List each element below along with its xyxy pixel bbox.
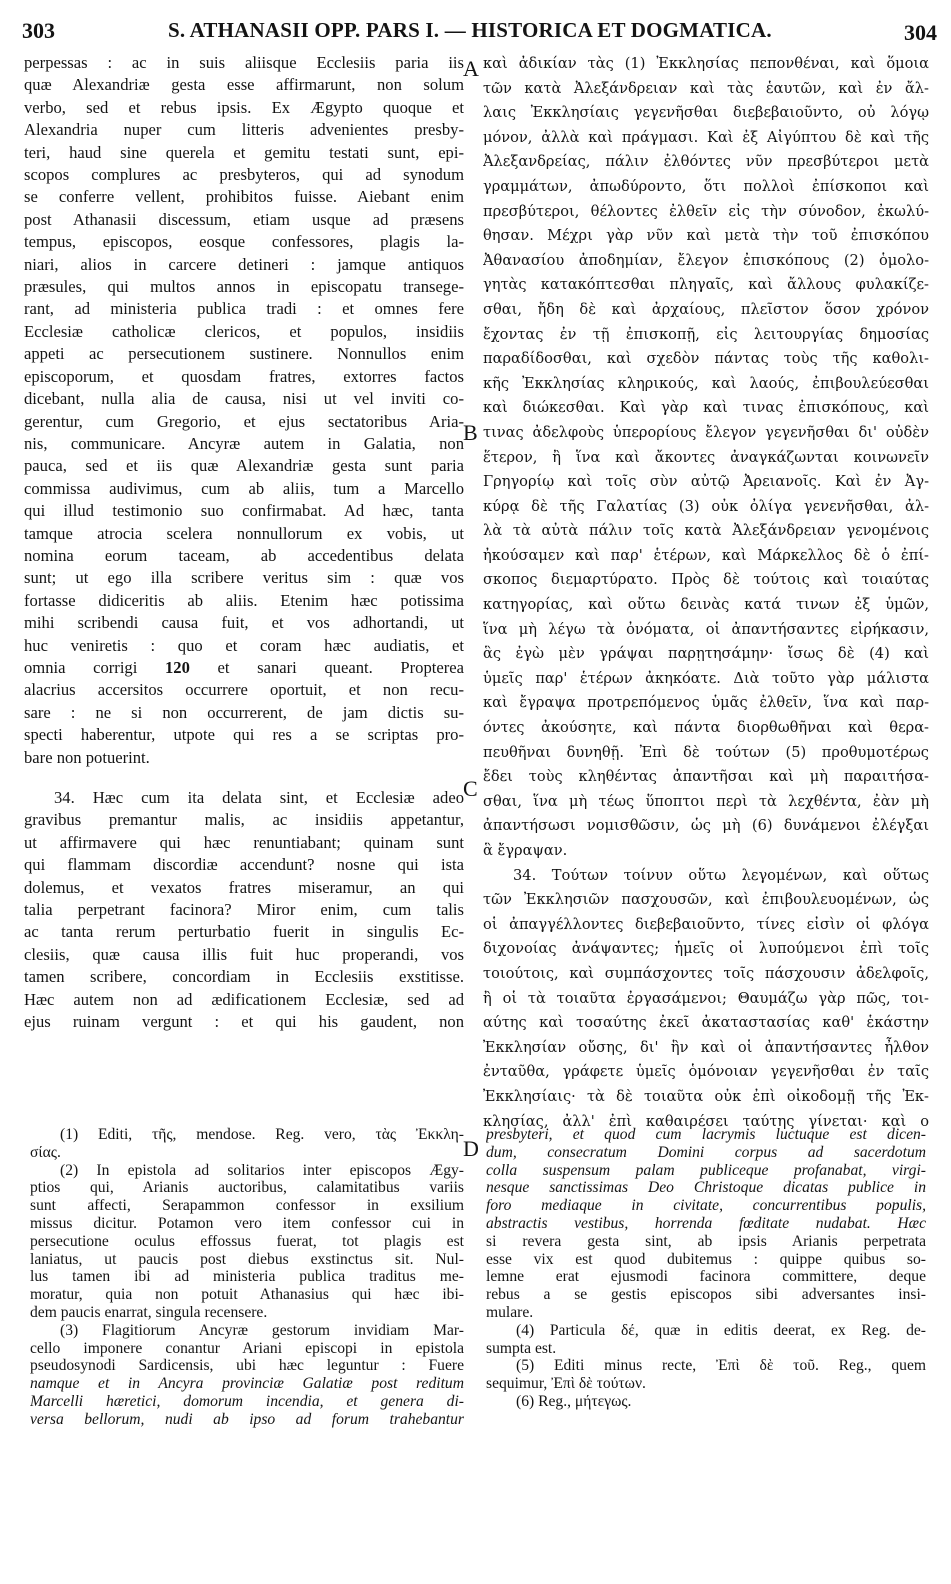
- greek-line: σθαι, ἵνα μὴ τέως ὕποπτοι περὶ τὰ λεχθέντα, ἐὰν μὴ: [483, 792, 929, 810]
- footnotes-left: [30, 1126, 464, 1429]
- greek-line: διχονοίας ἀνάψαντες; ἡμεῖς οἱ λυπούμενοι ἐπὶ τοῖς: [483, 940, 929, 958]
- footnote-line: lemne erat ejusmodi facinora committere, deque: [486, 1268, 926, 1286]
- latin-line: fortasse didiceritis ab aliis. Etenim hæc potissima: [24, 590, 464, 610]
- latin-line: appeti ac persecutionem sustinere. Nonnullos enim: [24, 344, 464, 364]
- latin-line: alacrius accersitos occurrere oportuit, et non recu-: [24, 680, 464, 700]
- footnote-line: mulare.: [486, 1303, 534, 1321]
- column-number: 120: [164, 657, 190, 677]
- greek-line: όντες ἀκούσητε, καὶ πάντα διορθωθῆναι καὶ θερα-: [483, 719, 929, 737]
- latin-line: ac tanta rerum perturbatio fuerit in singulis Ec-: [24, 922, 464, 942]
- latin-line: bare non potuerint.: [24, 747, 150, 767]
- greek-line: τῶν Ἐκκλησιῶν πασχουσῶν, καὶ ἐπιβουλευομένων, ὡς: [483, 891, 929, 909]
- greek-line: ἃ ἔγραψαν.: [483, 842, 568, 859]
- latin-line: niari, alios in carcere detineri : jamque antiquos: [24, 254, 464, 274]
- margin-marker-b: B: [463, 420, 478, 445]
- greek-line: ἢ οἱ τὰ τοιαῦτα ἐργασάμενοι; Θαυμάζω γὰρ πῶς, τοι-: [483, 989, 929, 1007]
- latin-line: sare : ne si non occurrerent, de jam dictis su-: [24, 702, 464, 722]
- footnote-line: σίας.: [30, 1143, 61, 1161]
- latin-line: scopos complures ac presbyteros, qui ad synodum: [24, 165, 464, 185]
- greek-line: καὶ διώκεσθαι. Καὶ γὰρ καὶ τινας ἐπισκόπους, καὶ: [483, 399, 929, 417]
- footnote-line: (1) Editi, τῆς, mendose. Reg. vero, τὰς Ἐκκλη-: [60, 1126, 464, 1143]
- greek-line: λαις Ἐκκλησίαις γεγενῆσθαι διεβεβαιοῦντο, οὐ λόγῳ: [483, 104, 929, 122]
- greek-line: οἱ ἀπαγγέλλοντες διεβεβαιοῦντο, τίνες εἰσὶν οἱ φλόγα: [483, 915, 929, 933]
- greek-line: Γρηγορίῳ καὶ τοῖς σὺν αὐτῷ Ἀρειανοῖς. Καὶ ἐν Ἀγ-: [483, 473, 929, 491]
- footnote-line: si revera gesta sint, ab ipsis Arianis perpetrata: [486, 1232, 926, 1250]
- latin-line: ejus ruinam vergunt : et qui his gaudent, non: [24, 1012, 464, 1032]
- footnote-line: lus tamen ibi ad ministeria publica traditus me-: [30, 1268, 464, 1286]
- greek-line: αύτης καὶ τοσαύτης ἐκεῖ ἀκαταστασίας καθ' ἑκάστην: [483, 1014, 929, 1032]
- greek-line: 34. Τούτων τοίνυν οὕτω λεγομένων, καὶ οὕτως: [513, 866, 929, 884]
- latin-column: [24, 52, 464, 1033]
- margin-marker-d: D: [463, 1136, 479, 1161]
- latin-line: gravibus premantur malis, ac insidiis appetantur,: [24, 810, 464, 830]
- greek-line: Ἀθανασίου ἀποδημίαν, ἔλεγον ἐπισκόπους (2) ὁμολο-: [483, 251, 929, 269]
- latin-line: gerentur, cum Gregorio, et ejus sectatoribus Aria-: [24, 411, 464, 431]
- footnote-line: missus dicitur. Potamon vero item confessor cui in: [30, 1214, 464, 1232]
- greek-line: κατηγορίας, καὶ οὕτω δεινὰς κατά τινων ἐξ ὑμῶν,: [483, 596, 929, 614]
- greek-column: [483, 52, 929, 1134]
- latin-line: huc veniretis : quo et coram hæc audiatis, et: [24, 635, 464, 655]
- footnote-line: dem paucis enarrat, singula recensere.: [30, 1303, 268, 1321]
- latin-line: mihi scribendi causa fuit, et vos adhortandi, ut: [24, 613, 464, 633]
- page-number-right: 304: [904, 20, 937, 45]
- footnote-line: esse vix est quod dubitemus : quippe quibus so-: [486, 1250, 926, 1268]
- greek-line: σκοπος διεμαρτύρατο. Πρὸς δὲ τούτοις καὶ τοιαύτας: [483, 571, 929, 589]
- latin-line: ut affirmavere qui hæc renuntiabant; quinam sunt: [24, 832, 464, 852]
- latin-line: se conferre vellent, prohibitos fuisse. Aiebant enim: [24, 187, 464, 207]
- footnote-line: sumpta est.: [486, 1339, 557, 1357]
- greek-line: λὰ τὰ αὐτὰ πάλιν τοῖς κατὰ Ἀλεξάνδρειαν γενομένοις: [483, 522, 929, 540]
- greek-line: θησαν. Μέχρι γὰρ νῦν καὶ μετὰ τὴν τοῦ ἐπισκόπου: [483, 227, 929, 245]
- footnote-line: (6) Reg., μήτεγως.: [516, 1392, 632, 1410]
- greek-line: ἃς ἐγὼ μὲν γράψαι παρῃτησάμην· ἴσως δὲ (4) καὶ: [483, 645, 929, 663]
- page-header: [22, 12, 937, 46]
- greek-line: ἔδει τοὺς κληθέντας ἀπαντῆσαι καὶ μὴ παραιτήσα-: [483, 768, 929, 786]
- footnote-line: presbyteri, et quod cum lacrymis luctuque est dicen-: [486, 1126, 926, 1143]
- latin-line: tamque atrocia scelera nonnullorum ex vobis, ut: [24, 523, 464, 543]
- greek-line: Ἐκκλησίαις· τὰ δὲ τοιαῦτα οὐκ ἐπὶ οἰκοδομῇ τῆς Ἐκ-: [483, 1087, 929, 1105]
- latin-line: nis, communicare. Ancyræ autem in Galatia, non: [24, 433, 464, 453]
- footnote-line: nesque sanctissimas Deo Christoque dicatas publice in: [486, 1179, 926, 1197]
- greek-line: καὶ ἀδικίαν τὰς (1) Ἐκκλησίας πεπονθέναι, καὶ ὅμοια: [483, 55, 929, 72]
- footnote-line: sequimur, Ἐπὶ δὲ τούτων.: [486, 1375, 646, 1393]
- greek-line: τῶν κατὰ Ἀλεξάνδρειαν καὶ τὰς ἑαυτῶν, καὶ ἐν ἄλ-: [483, 79, 929, 97]
- margin-marker-c: C: [463, 776, 478, 801]
- greek-line: σθαι, ἤδη δὲ καὶ ἀρχαίους, πλεῖστον ὅσον χρόνον: [483, 300, 929, 318]
- greek-line: κύρᾳ δὲ τῆς Γαλατίας (3) οὐκ ὀλίγα γενενῆσθαι, ἀλ-: [483, 497, 929, 515]
- latin-line: Hæc autem non ad ædificationem Ecclesiæ, sed ad: [24, 989, 464, 1009]
- latin-line-part: omnia corrigi: [24, 657, 138, 677]
- footnote-line: namque et in Ancyra provinciæ Galatiæ post reditum: [30, 1375, 464, 1393]
- latin-line: quæ Alexandriæ gesta esse affirmarunt, non solum: [24, 75, 464, 95]
- latin-line: episcoporum, et quosdam fratres, extorres factos: [24, 366, 464, 386]
- latin-line: præsules, qui multos annos in episcopatu transege-: [24, 277, 464, 297]
- latin-line: rant, ad ministeria publica tradi : et omnes fere: [24, 299, 464, 319]
- footnote-line: ptios qui, Arianis auctoribus, calamitatibus variis: [30, 1179, 464, 1197]
- latin-line: dicebant, nulla alia de causa, nisi ut vel inviti co-: [24, 389, 464, 409]
- greek-line: καὶ ἔγραψα προτρεπόμενος ὑμᾶς ἐλθεῖν, ἵνα καὶ παρ-: [483, 694, 929, 712]
- footnote-line: persecutione oculus effossus fuerat, tot plagis est: [30, 1232, 464, 1250]
- greek-line: ἔχοντας ἐν τῇ ἐπισκοπῇ, εἰς λειτουργίας δημοσίας: [483, 325, 929, 343]
- footnote-line: dum, consecratum Domini corpus ad sacerdotum: [486, 1143, 926, 1161]
- greek-line: γητὰς κατακόπτεσθαι πληγαῖς, καὶ ἄλλους φυλακίζε-: [483, 276, 929, 294]
- footnote-line: (5) Editi minus recte, Ἐπὶ δὲ τοῦ. Reg., quem: [516, 1357, 926, 1375]
- greek-line: ἠκούσαμεν καὶ παρ' ἑτέρων, καὶ Μάρκελλος δὲ ὁ ἐπί-: [483, 546, 929, 564]
- latin-line: verbo, sed et rebus ipsis. Ex Ægypto quoque et: [24, 97, 464, 117]
- page-number-left: 303: [22, 18, 55, 43]
- latin-line: perpessas : ac in suis aliisque Ecclesiis paria iis: [24, 53, 464, 72]
- footnote-line: cello imponere conantur Ariani episcopi in epistola: [30, 1339, 464, 1357]
- greek-line: τοιούτοις, καὶ συμπάσχοντες τοῖς πάσχουσιν ἀδελφοῖς,: [483, 964, 929, 982]
- latin-line: specti haberentur, utpote qui res a se scriptas pro-: [24, 725, 464, 745]
- footnote-line: laniatus, ut paucis post diebus exstinctus sit. Nul-: [30, 1250, 464, 1268]
- running-title: S. ATHANASII OPP. PARS I. — HISTORICA ET DOGMATICA.: [168, 18, 772, 42]
- greek-line: ὑμεῖς παρ' ἑτέρων ἀκηκόατε. Διὰ τοῦτο γὰρ μάλιστα: [483, 669, 929, 687]
- latin-line: clesiis, quæ causa illis fuit huc properandi, vos: [24, 944, 464, 964]
- greek-line: μόνον, ἀλλὰ καὶ πράγμασι. Καὶ ἐξ Αἰγύπτου δὲ καὶ τῆς: [483, 128, 929, 146]
- latin-line: pauca, sed et iis quæ Alexandriæ gesta sunt paria: [24, 456, 464, 476]
- footnote-line: colla suspensum palam publiceque profanabat, virgi-: [486, 1161, 926, 1179]
- greek-line: τινας ἀδελφοὺς ὑπερορίους ἔλεγον γεγενῆσθαι δι' οὐδὲν: [483, 423, 929, 441]
- footnote-line: versa bellorum, nudi ab ipso ad forum trahebantur: [30, 1410, 464, 1428]
- greek-line: κλησίας, ἀλλ' ἐπὶ καθαιρέσει ταύτης γίνεται· καὶ ο: [483, 1112, 929, 1130]
- footnote-line: (4) Particula δέ, quæ in editis deerat, ex Reg. de-: [516, 1321, 926, 1339]
- latin-line: tempus, episcopos, eosque confessores, plagis la-: [24, 232, 464, 252]
- footnote-line: abstractis vestibus, horrenda fœditate nudabat. Hæc: [486, 1214, 926, 1232]
- footnote-line: rebus a se gestis episcopos sibi adversantes insi-: [486, 1286, 926, 1304]
- latin-line: commissa audivimus, cum ab aliis, tum a Marcello: [24, 478, 464, 498]
- greek-line: ἀπαντήσωσι νομισθῶσιν, ὡς μὴ (6) δυνάμενοι ἐλέγξαι: [483, 817, 929, 835]
- greek-line: Ἀλεξανδρείας, πάλιν ἐλθόντες νῦν πρεσβύτεροι μετὰ: [483, 153, 929, 171]
- greek-line: Ἐκκλησίαν οὔσης, δι' ἣν καὶ οἱ ἀπαντήσαντες ἦλθον: [483, 1038, 929, 1056]
- footnote-line: moratur, quia non potuit Athanasius qui hæc ibi-: [30, 1286, 464, 1304]
- greek-line: πρεσβύτεροι, θέλοντες ἐλθεῖν εἰς τὴν σύνοδον, ἐκωλύ-: [483, 202, 929, 220]
- greek-line: ἐνταῦθα, γράφετε ὑμεῖς ὁμόνοιαν γεγενῆσθαι ἐν ταῖς: [483, 1063, 929, 1081]
- greek-line: ἕτερον, ἢ ἵνα καὶ ἄκοντες ἀναγκάζωνται κοινωνεῖν: [483, 448, 929, 466]
- latin-line: qui illud testimonio suo confirmabat. Ad hæc, tanta: [24, 501, 464, 521]
- greek-line: παραδίδοσθαι, καὶ σχεδὸν πάντας τοὺς τῆς καθολι-: [483, 350, 929, 368]
- latin-line-part: et sanari queant. Propterea: [217, 657, 464, 677]
- latin-line: tamen scribere, concordiam in Ecclesiis exstitisse.: [24, 967, 464, 987]
- footnote-line: (2) In epistola ad solitarios inter episcopos Ægy-: [60, 1161, 464, 1179]
- footnote-line: foro mediaque in civitate, concurrentibus populis,: [486, 1197, 926, 1215]
- footnote-line: pseudosynodi Sardicensis, ubi hæc leguntur : Fuere: [30, 1357, 464, 1375]
- latin-line: Alexandria nuper cum litteris advenientes presby-: [24, 120, 464, 140]
- latin-line: nomina eorum taceam, ab accedentibus delata: [24, 545, 464, 565]
- margin-marker-a: A: [463, 56, 479, 81]
- footnote-line: sunt affecti, Serapammon confessor in exsilium: [30, 1197, 464, 1215]
- greek-line: πευθῆναι δυνηθῇ. Ἐπὶ δὲ τούτων (5) προθυμοτέρως: [483, 743, 929, 761]
- latin-line: teri, haud sine querela et gemitu testati sunt, epi-: [24, 142, 464, 162]
- latin-line: post Athanasii discessum, etiam usque ad præsens: [24, 209, 464, 229]
- greek-line: ἵνα μὴ λέγω τὰ ὀνόματα, οἱ ἀπαντήσαντες εἰρήκασιν,: [483, 620, 929, 638]
- footnote-line: (3) Flagitiorum Ancyræ gestorum invidiam Mar-: [60, 1321, 464, 1339]
- latin-line-with-column-number: [24, 657, 464, 679]
- latin-line: sunt; ut ego illa scribere veritus sim : quæ vos: [24, 568, 464, 588]
- footnote-line: Marcelli hæretici, domorum incendia, et genera di-: [30, 1392, 464, 1410]
- latin-line: dolemus, et vexatos fratres miseramur, an qui: [24, 877, 464, 897]
- latin-line: Ecclesiæ catholicæ clericos, et populos, insidiis: [24, 321, 464, 341]
- latin-line: talia perpetrant facinora? Miror enim, cum talis: [24, 900, 464, 920]
- greek-line: γραμμάτων, ἀπωδύροντο, ὅτι πολλοὶ ἐπίσκοποι καὶ: [483, 177, 929, 195]
- footnotes-right: [486, 1126, 926, 1411]
- latin-line: qui flammam discordiæ accendunt? nosne qui ista: [24, 855, 464, 875]
- greek-line: κῆς Ἐκκλησίας κληρικούς, καὶ λαούς, ἐπιβουλεύεσθαι: [483, 374, 929, 392]
- latin-line: 34. Hæc cum ita delata sint, et Ecclesiæ adeo: [54, 788, 464, 807]
